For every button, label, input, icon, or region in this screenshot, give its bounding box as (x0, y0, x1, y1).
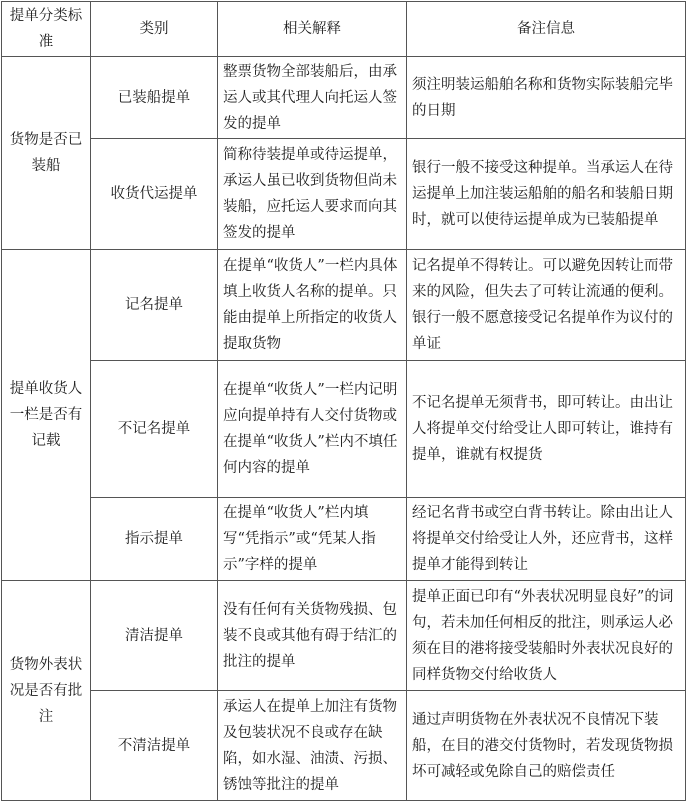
category-cell: 指示提单 (91, 498, 218, 581)
remarks-cell: 通过声明货物在外表状况不良情况下装船，在目的港交付货物时，若发现货物损坏可减轻或免除自己的赔偿责任 (407, 691, 686, 801)
category-cell: 收货代运提单 (91, 139, 218, 250)
explanation-cell: 承运人在提单上加注有货物及包装状况不良或存在缺陷，如水湿、油渍、污损、锈蚀等批注的提单 (218, 691, 407, 801)
header-category: 类别 (91, 2, 218, 57)
header-criterion: 提单分类标准 (2, 2, 91, 57)
table-row (2, 361, 686, 498)
explanation-cell: 简称待装提单或待运提单，承运人虽已收到货物但尚未装船，应托运人要求而向其签发的提单 (218, 139, 407, 250)
category-cell: 记名提单 (91, 250, 218, 361)
header-remarks: 备注信息 (407, 2, 686, 57)
table-row (2, 498, 686, 581)
remarks-cell: 经记名背书或空白背书转让。除由出让人将提单交付给受让人外，还应背书，这样提单才能得到转让 (407, 498, 686, 581)
category-cell: 清洁提单 (91, 581, 218, 691)
remarks-cell: 须注明装运船舶名称和货物实际装船完毕的日期 (407, 57, 686, 139)
criterion-surface-notation: 货物外表状况是否有批注 (2, 581, 91, 801)
bill-of-lading-classification-table (1, 1, 686, 801)
criterion-consignee-field: 提单收货人一栏是否有记载 (2, 250, 91, 581)
category-cell: 不记名提单 (91, 361, 218, 498)
criterion-shipped-status: 货物是否已装船 (2, 57, 91, 250)
table-row (2, 57, 686, 139)
remarks-cell: 提单正面已印有“外表状况明显良好”的词句，若未加任何相反的批注，则承运人必须在目的港将接受装船时外表状况良好的同样货物交付给收货人 (407, 581, 686, 691)
explanation-cell: 在提单“收货人”一栏内具体填上收货人名称的提单。只能由提单上所指定的收货人提取货物 (218, 250, 407, 361)
remarks-cell: 不记名提单无须背书，即可转让。由出让人将提单交付给受让人即可转让，谁持有提单，谁就有权提货 (407, 361, 686, 498)
table-row (2, 250, 686, 361)
table-row (2, 691, 686, 801)
explanation-cell: 整票货物全部装船后，由承运人或其代理人向托运人签发的提单 (218, 57, 407, 139)
remarks-cell: 记名提单不得转让。可以避免因转让而带来的风险，但失去了可转让流通的便利。银行一般不愿意接受记名提单作为议付的单证 (407, 250, 686, 361)
explanation-cell: 在提单“收货人”栏内填写“凭指示”或“凭某人指示”字样的提单 (218, 498, 407, 581)
table-row (2, 139, 686, 250)
category-cell: 已装船提单 (91, 57, 218, 139)
explanation-cell: 没有任何有关货物残损、包装不良或其他有碍于结汇的批注的提单 (218, 581, 407, 691)
header-explanation: 相关解释 (218, 2, 407, 57)
category-cell: 不清洁提单 (91, 691, 218, 801)
explanation-cell: 在提单“收货人”一栏内记明应向提单持有人交付货物或在提单“收货人”栏内不填任何内容的提单 (218, 361, 407, 498)
header-row (2, 2, 686, 57)
remarks-cell: 银行一般不接受这种提单。当承运人在待运提单上加注装运船舶的船名和装船日期时，就可以使待运提单成为已装船提单 (407, 139, 686, 250)
table-row (2, 581, 686, 691)
